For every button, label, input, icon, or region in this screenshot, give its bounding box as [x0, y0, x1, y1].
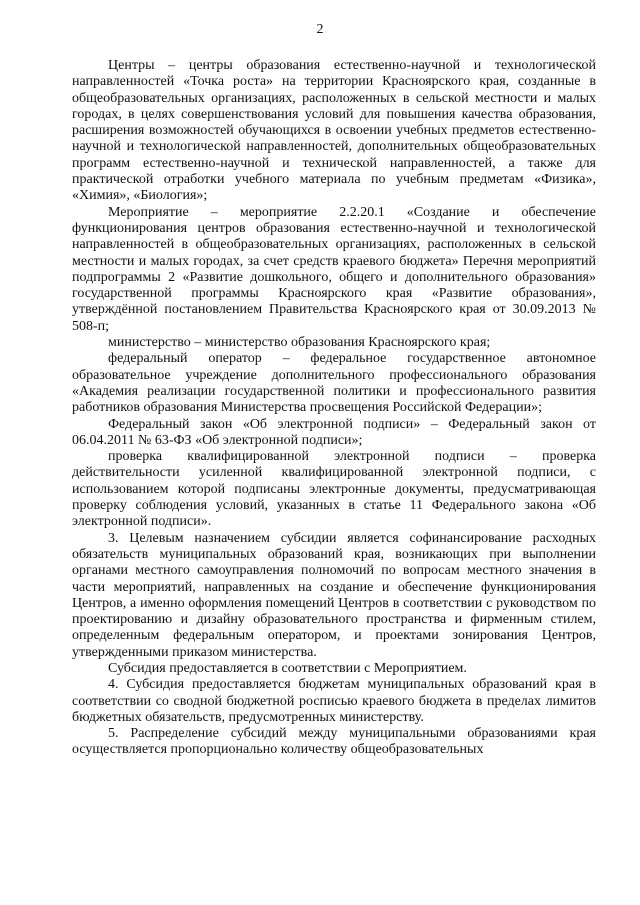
- paragraph-section-4: 4. Субсидия предоставляется бюджетам муниципальных образований края в соответствии со сводной бюджетной росписью краевого бюджета в пределах лимитов бюджетных обязательств, предусмотренных министерству.: [72, 677, 596, 725]
- paragraph-ministry-definition: министерство – министерство образования Красноярского края;: [108, 335, 491, 351]
- page-number: 2: [316, 22, 324, 37]
- document-body: [72, 58, 596, 759]
- paragraph-centers-definition: Центры – центры образования естественно-научной и технологической направленностей «Точка роста» на территории Красноярского края, созданные в общеобразовательных организациях, расположенных в сельской местности и малых городах, в целях совершенствования условий для повышения качества образования, расширения возможностей обучающихся в освоении учебных предметов естественно-научной и технологической направленностей, дополнительных общеобразовательных программ естественно-научной и технической направленностей, а также для практической отработки учебного материала по учебным предметам «Физика», «Химия», «Биология»;: [72, 58, 596, 204]
- paragraph-event-definition: Мероприятие – мероприятие 2.2.20.1 «Создание и обеспечение функционирования центров образования естественно-научной и технологической направленностей в общеобразовательных организациях, расположенных в сельской местности и малых городах, за счет средств краевого бюджета» Перечня мероприятий подпрограммы 2 «Развитие дошкольного, общего и дополнительного образования» государственной программы Красноярского края «Развитие образования», утверждённой постановлением Правительства Красноярского края от 30.09.2013 № 508-п;: [72, 204, 596, 334]
- paragraph-signature-check-definition: проверка квалифицированной электронной подписи – проверка действительности усиленной квалифицированной электронной подписи, с использованием которой подписаны электронные документы, предусматривающая проверку соблюдения условий, указанных в статье 11 Федерального закона «Об электронной подписи».: [72, 449, 596, 530]
- paragraph-federal-law-definition: Федеральный закон «Об электронной подписи» – Федеральный закон от 06.04.2011 № 63-ФЗ «Об электронной подписи»;: [72, 416, 596, 448]
- paragraph-subsidy-provided: Субсидия предоставляется в соответствии с Мероприятием.: [108, 660, 467, 676]
- paragraph-section-5: 5. Распределение субсидий между муниципальными образованиями края осуществляется пропорционально количеству общеобразовательных: [72, 726, 596, 758]
- paragraph-federal-operator-definition: федеральный оператор – федеральное государственное автономное образовательное учреждение дополнительного профессионального образования «Академия реализации государственной политики и профессионального развития работников образования Министерства просвещения Российской Федерации»;: [72, 351, 596, 416]
- paragraph-section-3: 3. Целевым назначением субсидии является софинансирование расходных обязательств муниципальных образований края, возникающих при выполнении органами местного самоуправления полномочий по вопросам местного значения в части мероприятий, направленных на создание и обеспечение функционирования Центров, а именно оформления помещений Центров в соответствии с руководством по проектированию и дизайну образовательного пространства и фирменным стилем, определенным федеральным оператором, и проектами зонирования Центров, утвержденными приказом министерства.: [72, 530, 596, 660]
